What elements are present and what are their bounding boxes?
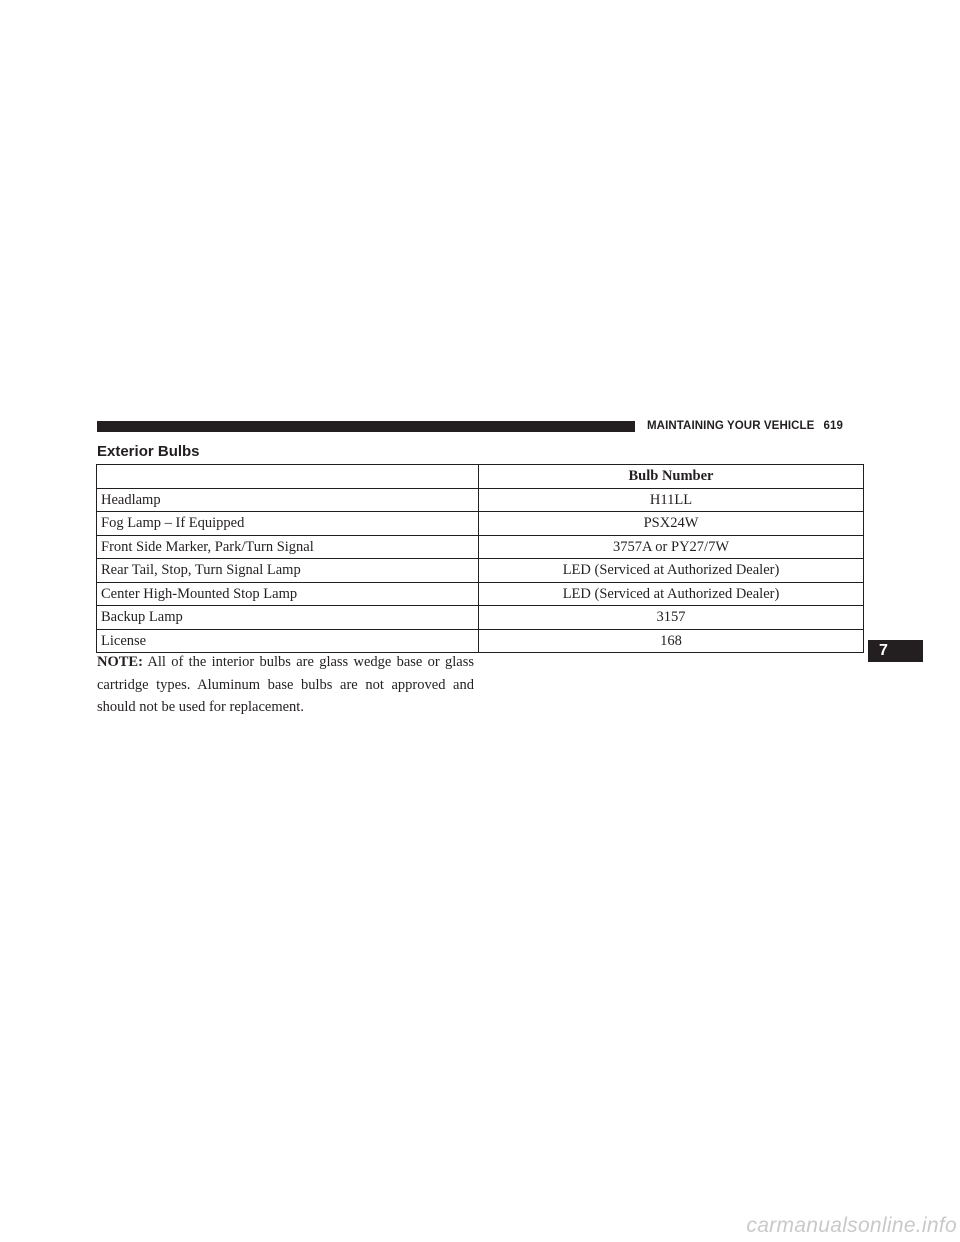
bulb-location: Fog Lamp – If Equipped: [97, 512, 479, 536]
section-title: Exterior Bulbs: [97, 443, 200, 460]
column-header-name: [97, 465, 479, 489]
exterior-bulbs-table: [96, 464, 864, 653]
table-row: [97, 512, 864, 536]
bulb-number: 3157: [479, 606, 864, 630]
bulb-number: 168: [479, 629, 864, 653]
column-header-bulb-number: Bulb Number: [479, 465, 864, 489]
table-row: [97, 559, 864, 583]
page-number: 619: [823, 420, 843, 432]
chapter-tab: 7: [868, 640, 923, 662]
note-paragraph: [97, 651, 474, 719]
bulb-number: PSX24W: [479, 512, 864, 536]
note-text: All of the interior bulbs are glass wedge base or glass cartridge types. Aluminum base bulbs are not approved and should not be used for replacement.: [97, 654, 474, 715]
table-header-row: [97, 465, 864, 489]
bulb-location: License: [97, 629, 479, 653]
table-row: [97, 488, 864, 512]
bulb-number: 3757A or PY27/7W: [479, 535, 864, 559]
bulb-number: H11LL: [479, 488, 864, 512]
table-row: [97, 535, 864, 559]
bulb-number: LED (Serviced at Authorized Dealer): [479, 582, 864, 606]
bulb-location: Rear Tail, Stop, Turn Signal Lamp: [97, 559, 479, 583]
bulb-location: Front Side Marker, Park/Turn Signal: [97, 535, 479, 559]
running-header: [647, 419, 843, 433]
bulb-location: Headlamp: [97, 488, 479, 512]
header-section-title: MAINTAINING YOUR VEHICLE: [647, 420, 815, 432]
bulb-location: Center High-Mounted Stop Lamp: [97, 582, 479, 606]
table-row: [97, 582, 864, 606]
watermark: carmanualsonline.info: [746, 1214, 957, 1237]
table-row: [97, 606, 864, 630]
table-row: [97, 629, 864, 653]
note-label: NOTE:: [97, 654, 143, 670]
bulb-number: LED (Serviced at Authorized Dealer): [479, 559, 864, 583]
header-rule: [97, 421, 635, 432]
bulb-location: Backup Lamp: [97, 606, 479, 630]
